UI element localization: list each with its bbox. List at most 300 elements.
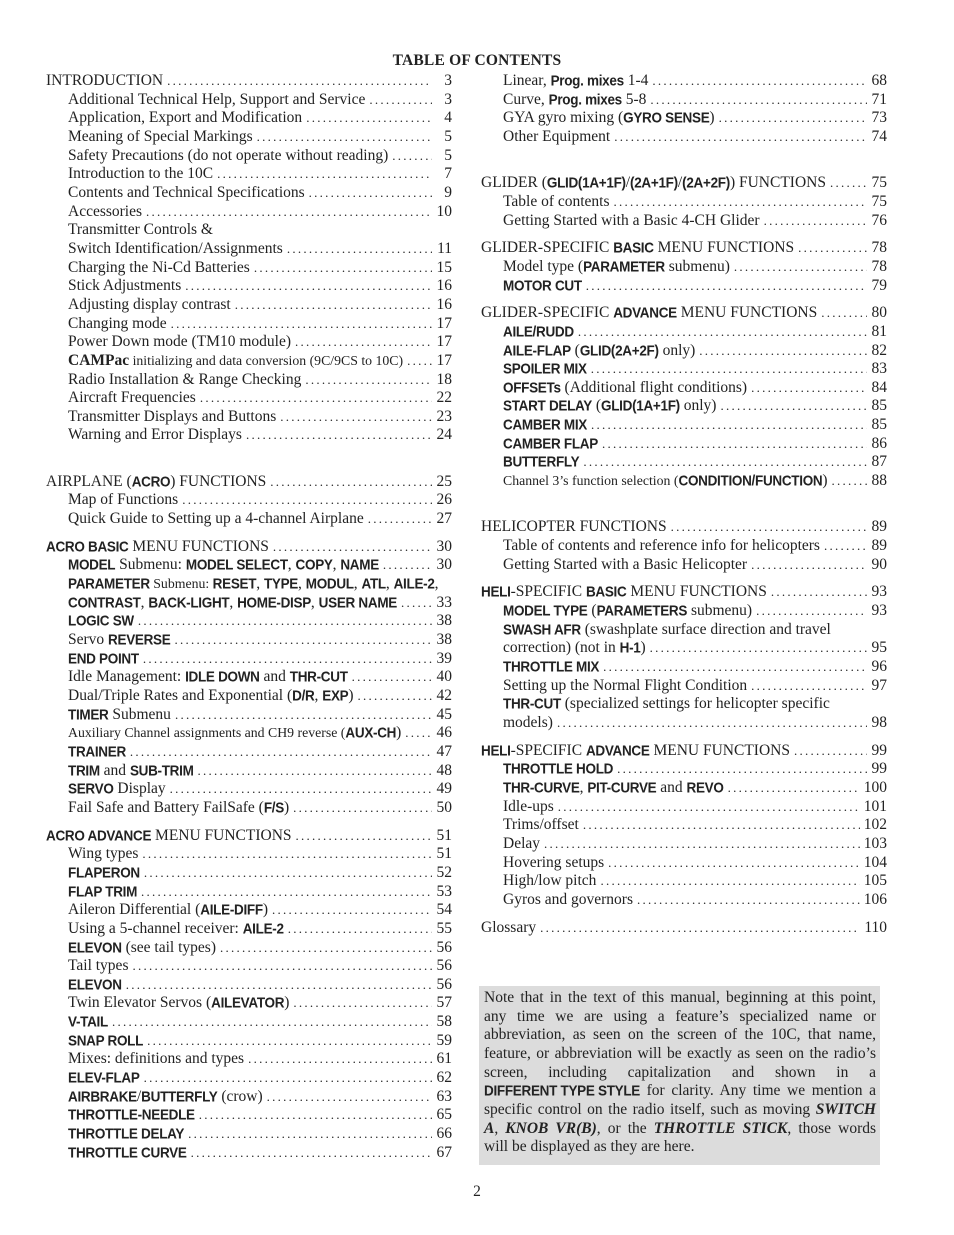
keyword: ATL: [361, 575, 386, 592]
toc-entry-title: [503, 397, 716, 416]
toc-entry-title: [68, 1088, 263, 1107]
toc-entry[interactable]: [481, 109, 887, 128]
toc-entry-title: [68, 799, 289, 818]
dot-leader: [287, 240, 432, 259]
toc-page-number: 16: [436, 277, 452, 295]
toc-entry[interactable]: [46, 165, 452, 184]
keyword: START DELAY: [503, 397, 592, 415]
toc-page-number: 80: [871, 304, 887, 322]
toc-entry-title: [68, 221, 213, 240]
dot-leader: [293, 994, 432, 1013]
toc-entry-title: [503, 854, 604, 873]
text: Curve,: [503, 90, 549, 108]
toc-entry[interactable]: [481, 258, 887, 277]
dot-leader: [756, 602, 867, 621]
toc-entry[interactable]: [481, 128, 887, 147]
bold-text: CAMPac: [68, 351, 130, 369]
toc-entry-title: [503, 835, 540, 854]
text: Warning and Error Displays: [68, 426, 242, 444]
toc-section-heading[interactable]: [481, 174, 887, 193]
text: GYA gyro mixing (: [503, 109, 624, 127]
text: GLIDER (: [481, 174, 547, 192]
toc-section-heading[interactable]: [46, 473, 452, 492]
text: Safety Precautions (do not operate without reading): [68, 146, 389, 164]
toc-entry[interactable]: [481, 537, 887, 556]
toc-entry-title: [68, 203, 142, 222]
toc-entry[interactable]: [46, 799, 452, 818]
toc-entry[interactable]: [46, 1050, 452, 1069]
toc-entry[interactable]: [481, 556, 887, 575]
section-gap: [481, 574, 887, 583]
control-name: THROTTLE STICK: [653, 1119, 788, 1137]
toc-entry[interactable]: [46, 706, 452, 725]
dot-leader: [583, 453, 867, 472]
toc-entry[interactable]: [46, 352, 452, 371]
text: HELICOPTER FUNCTIONS: [481, 518, 667, 536]
toc-entry-title: [68, 408, 276, 427]
toc-entry[interactable]: [46, 994, 452, 1013]
toc-section-heading[interactable]: [481, 742, 887, 761]
keyword: IDLE DOWN: [185, 668, 260, 685]
toc-entry-title: [68, 631, 170, 650]
toc-entry-title: [68, 296, 231, 315]
text: ,: [256, 575, 264, 593]
toc-entry-title: [68, 556, 379, 575]
dot-leader: [188, 1125, 432, 1144]
toc-entry[interactable]: [481, 472, 887, 491]
text: /: [625, 174, 631, 192]
toc-entry[interactable]: [481, 854, 887, 873]
toc-page-number: 38: [436, 612, 452, 630]
toc-entry[interactable]: [46, 668, 452, 687]
dot-leader: [383, 556, 432, 575]
dot-leader: [824, 537, 867, 556]
toc-entry[interactable]: [481, 677, 887, 696]
toc-entry[interactable]: [46, 315, 452, 334]
toc-page-number: 68: [871, 72, 887, 89]
toc-entry-title: [68, 426, 242, 445]
dot-leader: [794, 742, 867, 761]
toc-entry[interactable]: [481, 323, 887, 342]
toc-entry-title: [68, 668, 348, 687]
text: Servo: [68, 631, 109, 649]
dot-leader: [368, 510, 432, 529]
dot-leader: [126, 976, 432, 995]
text: MENU FUNCTIONS: [151, 826, 292, 844]
toc-entry[interactable]: [46, 510, 452, 529]
toc-entry[interactable]: [46, 920, 452, 939]
toc-page-number: 83: [871, 360, 887, 378]
toc-entry[interactable]: [481, 760, 887, 779]
toc-entry[interactable]: [481, 816, 887, 835]
toc-page-number: 30: [436, 537, 452, 555]
toc-entry-title: [46, 473, 266, 492]
toc-page-number: 78: [871, 257, 887, 275]
page-number: 2: [473, 1183, 481, 1200]
dot-leader: [699, 342, 867, 361]
text: Twin Elevator Servos (: [68, 994, 212, 1012]
text: -SPECIFIC: [510, 583, 586, 601]
toc-entry[interactable]: [46, 184, 452, 203]
text: ): [283, 798, 290, 816]
toc-page-number: 17: [436, 333, 452, 351]
toc-entry[interactable]: [46, 296, 452, 315]
dot-leader: [720, 397, 867, 416]
toc-entry[interactable]: [46, 147, 452, 166]
toc-page-number: 105: [863, 872, 887, 890]
toc-entry[interactable]: [481, 193, 887, 212]
toc-entry-title: [68, 594, 397, 613]
text: ,: [314, 686, 323, 704]
toc-entry-title: [68, 91, 365, 110]
toc-entry-title: [68, 1125, 184, 1144]
dot-leader: [614, 193, 867, 212]
keyword: ELEVON: [68, 976, 122, 993]
toc-entry[interactable]: [46, 240, 452, 259]
toc-entry[interactable]: [46, 1125, 452, 1144]
toc-entry[interactable]: [481, 91, 887, 110]
keyword: ACRO ADVANCE: [46, 826, 152, 844]
toc-page-number: 88: [871, 472, 887, 490]
toc-entry-title: [68, 743, 126, 762]
toc-entry[interactable]: [481, 639, 887, 658]
text: ,: [310, 593, 319, 611]
toc-page-number: 57: [436, 994, 452, 1012]
text: (see tail types): [121, 938, 216, 956]
toc-entry[interactable]: [481, 602, 887, 621]
dot-leader: [352, 668, 432, 687]
toc-entry[interactable]: [46, 631, 452, 650]
toc-page-number: 71: [871, 90, 887, 108]
toc-page-number: 96: [871, 658, 887, 675]
toc-entry[interactable]: [481, 798, 887, 817]
toc-entry[interactable]: [481, 695, 887, 714]
toc-entry[interactable]: [46, 203, 452, 222]
toc-entry[interactable]: [46, 128, 452, 147]
keyword: BUTTERFLY: [503, 453, 580, 470]
dot-leader: [751, 379, 867, 398]
toc-entry-title: [503, 779, 724, 798]
toc-entry-title: [503, 639, 646, 658]
toc-entry[interactable]: [46, 109, 452, 128]
toc-page-number: 76: [871, 211, 887, 229]
text: (crow): [217, 1087, 263, 1105]
dot-leader: [138, 612, 432, 631]
toc-entry[interactable]: [46, 1144, 452, 1163]
toc-section-heading[interactable]: [481, 919, 887, 938]
toc-entry[interactable]: [481, 835, 887, 854]
section-gap: [481, 910, 887, 919]
toc-entry-title: [68, 994, 289, 1013]
dot-leader: [751, 556, 867, 575]
text: High/low pitch: [503, 872, 597, 890]
toc-page-number: 17: [436, 314, 452, 332]
toc-entry[interactable]: [46, 687, 452, 706]
toc-entry[interactable]: [46, 408, 452, 427]
toc-section-heading[interactable]: [46, 538, 452, 557]
text: (: [591, 397, 602, 415]
toc-entry-title: [68, 1069, 140, 1088]
toc-entry[interactable]: [46, 864, 452, 883]
toc-page-number: 45: [436, 705, 452, 723]
toc-entry[interactable]: [46, 939, 452, 958]
keyword: USER NAME: [318, 594, 397, 611]
toc-page-number: 62: [436, 1069, 452, 1087]
toc-section-heading[interactable]: [481, 239, 887, 258]
toc-entry[interactable]: [46, 724, 452, 743]
toc-entry[interactable]: [46, 389, 452, 408]
toc-entry-title: [68, 491, 178, 510]
text: ): [709, 109, 715, 127]
toc-entry[interactable]: [46, 221, 452, 240]
dot-leader: [272, 901, 432, 920]
text: submenu): [664, 257, 730, 275]
dot-leader: [167, 72, 432, 91]
toc-entry-title: [68, 184, 305, 203]
keyword: MODEL: [68, 556, 116, 573]
section-gap: [481, 295, 887, 304]
toc-entry-title: [503, 91, 646, 110]
text: Model type (: [503, 257, 584, 275]
toc-entry[interactable]: [46, 426, 452, 445]
dot-leader: [144, 1069, 432, 1088]
toc-page-number: 78: [871, 239, 887, 257]
toc-section-heading[interactable]: [46, 827, 452, 846]
dot-leader: [771, 583, 867, 602]
toc-entry[interactable]: [46, 277, 452, 296]
toc-section-heading[interactable]: [46, 72, 452, 91]
toc-page-number: 9: [444, 183, 452, 201]
keyword: AILE-2: [393, 575, 435, 592]
keyword: ADVANCE: [613, 304, 677, 321]
toc-entry[interactable]: [46, 491, 452, 510]
toc-page-number: 39: [436, 649, 452, 667]
dot-leader: [175, 706, 432, 725]
toc-entry[interactable]: [46, 976, 452, 995]
toc-page-number: 5: [444, 146, 452, 164]
toc-entry[interactable]: [46, 259, 452, 278]
toc-entry[interactable]: [46, 780, 452, 799]
dot-leader: [650, 639, 867, 658]
text: Introduction to the 10C: [68, 165, 214, 183]
dot-leader: [257, 128, 432, 147]
dot-leader: [557, 714, 867, 733]
toc-entry-title: [503, 472, 828, 491]
toc-page-number: 38: [436, 631, 452, 649]
dot-leader: [185, 277, 432, 296]
toc-entry[interactable]: [481, 360, 887, 379]
dot-leader: [147, 1032, 432, 1051]
toc-page-number: 89: [871, 537, 887, 555]
dot-leader: [174, 631, 432, 650]
keyword: THROTTLE DELAY: [68, 1125, 185, 1142]
toc-entry[interactable]: [46, 333, 452, 352]
text: ): [396, 724, 402, 742]
toc-entry[interactable]: [481, 891, 887, 910]
toc-entry[interactable]: [46, 575, 452, 594]
toc-page-number: 61: [436, 1050, 452, 1068]
toc-entry[interactable]: [46, 612, 452, 631]
toc-section-heading[interactable]: [481, 583, 887, 602]
toc-entry-title: [503, 677, 747, 696]
toc-entry[interactable]: [46, 556, 452, 575]
toc-page-number: 50: [436, 798, 452, 816]
keyword: TIMER: [68, 705, 109, 723]
dot-leader: [614, 128, 867, 147]
keyword: Prog. mixes: [548, 90, 622, 108]
toc-entry[interactable]: [46, 845, 452, 864]
toc-page-number: 26: [436, 491, 452, 509]
toc-page-number: 27: [436, 510, 452, 528]
section-gap: [46, 818, 452, 827]
keyword: SUB-TRIM: [129, 761, 194, 779]
text: correction) (not in: [503, 639, 620, 657]
keyword: TRAINER: [68, 743, 126, 760]
dot-leader: [591, 416, 867, 435]
text: Dual/Triple Rates and Exponential (: [68, 686, 293, 704]
toc-entry-title: [503, 891, 633, 910]
toc-entry[interactable]: [481, 453, 887, 472]
keyword: (2A+1F): [630, 174, 678, 191]
toc-entry[interactable]: [481, 277, 887, 296]
toc-page-number: 59: [436, 1031, 452, 1049]
dot-leader: [751, 677, 867, 696]
toc-page-number: 95: [871, 639, 887, 657]
toc-entry-title: [68, 109, 302, 128]
text: ): [640, 639, 646, 657]
text: Map of Functions: [68, 491, 179, 509]
keyword: HOME-DISP: [237, 594, 311, 611]
keyword: ACRO: [131, 473, 171, 490]
toc-entry[interactable]: [46, 901, 452, 920]
toc-entry-title: [68, 1013, 108, 1032]
text: ,: [229, 593, 238, 611]
text: (: [587, 602, 597, 620]
toc-entry[interactable]: [481, 658, 887, 677]
toc-entry[interactable]: [46, 1032, 452, 1051]
toc-entry-title: [481, 742, 790, 761]
toc-entry[interactable]: [481, 416, 887, 435]
keyword: DIFFERENT TYPE STYLE: [484, 1082, 641, 1099]
toc-entry[interactable]: [46, 650, 452, 669]
toc-entry[interactable]: [46, 1069, 452, 1088]
toc-entry[interactable]: [481, 379, 887, 398]
keyword: (2A+2F): [682, 174, 730, 191]
toc-entry-title: [68, 1106, 195, 1125]
toc-entry-title: [68, 780, 166, 799]
toc-entry[interactable]: [481, 212, 887, 231]
toc-section-heading[interactable]: [481, 304, 887, 323]
toc-entry-title: [503, 128, 610, 147]
toc-entry[interactable]: [46, 594, 452, 613]
text: MENU FUNCTIONS: [649, 741, 790, 759]
toc-entry[interactable]: [46, 1106, 452, 1125]
toc-entry[interactable]: [481, 72, 887, 91]
dot-leader: [220, 939, 432, 958]
toc-entry[interactable]: [481, 872, 887, 891]
dot-leader: [798, 239, 867, 258]
toc-entry-title: [503, 379, 747, 398]
toc-page-number: 16: [436, 295, 452, 313]
toc-entry[interactable]: [481, 621, 887, 640]
toc-entry[interactable]: [481, 714, 887, 733]
toc-entry[interactable]: [481, 397, 887, 416]
toc-entry[interactable]: [481, 435, 887, 454]
dot-leader: [540, 919, 860, 938]
toc-entry[interactable]: [46, 743, 452, 762]
dot-leader: [830, 174, 867, 193]
toc-entry-title: [503, 277, 582, 296]
toc-page-number: 25: [436, 472, 452, 490]
toc-page-number: 51: [436, 826, 452, 844]
toc-entry-title: [481, 174, 826, 193]
text: Contents and Technical Specifications: [68, 183, 305, 201]
toc-section-heading[interactable]: [481, 518, 887, 537]
text: ): [348, 686, 354, 704]
section-gap: [481, 147, 887, 166]
toc-entry[interactable]: [481, 779, 887, 798]
keyword: RESET: [212, 575, 257, 592]
text: MENU FUNCTIONS: [626, 583, 767, 601]
toc-page-number: 66: [436, 1125, 452, 1143]
toc-entry-title: [68, 510, 364, 529]
text: Delay: [503, 834, 541, 852]
keyword: THROTTLE HOLD: [503, 760, 614, 777]
section-gap: [481, 230, 887, 239]
toc-entry[interactable]: [46, 1088, 452, 1107]
keyword: PIT-CURVE: [587, 779, 657, 796]
toc-entry-title: [503, 602, 752, 621]
page-title: TABLE OF CONTENTS: [392, 52, 562, 69]
toc-entry-title: [68, 240, 283, 259]
toc-entry[interactable]: [46, 91, 452, 110]
text: ,: [298, 575, 306, 593]
text: and: [99, 761, 130, 779]
toc-entry[interactable]: [46, 883, 452, 902]
toc-entry-title: [503, 193, 610, 212]
toc-page-number: 74: [871, 127, 887, 145]
dot-leader: [143, 650, 432, 669]
toc-entry[interactable]: [46, 762, 452, 781]
keyword: FLAP TRIM: [68, 882, 138, 900]
toc-entry[interactable]: [481, 342, 887, 361]
dot-leader: [171, 315, 432, 334]
toc-entry[interactable]: [46, 957, 452, 976]
text: ,: [353, 575, 362, 593]
text: Table of contents and reference info for helicopters: [503, 537, 820, 555]
toc-page-number: 23: [436, 407, 452, 425]
keyword: MOTOR CUT: [503, 276, 582, 294]
dot-leader: [182, 491, 432, 510]
text: ,: [579, 778, 588, 796]
toc-entry-title: [503, 416, 587, 435]
toc-entry[interactable]: [46, 371, 452, 390]
dot-leader: [401, 594, 432, 613]
toc-page-number: 98: [871, 713, 887, 731]
toc-page-number: 30: [436, 556, 452, 574]
toc-entry-title: [68, 762, 194, 781]
text: Quick Guide to Setting up a 4-channel Airplane: [68, 510, 364, 528]
toc-entry-title: [68, 612, 134, 631]
toc-entry-title: [68, 976, 122, 995]
toc-page-number: 93: [871, 583, 887, 601]
keyword: HELI: [481, 741, 511, 759]
keyword: TYPE: [263, 575, 298, 592]
keyword: ELEV-FLAP: [68, 1069, 140, 1086]
dot-leader: [764, 212, 867, 231]
toc-page-number: 5: [444, 127, 452, 145]
toc-entry[interactable]: [46, 1013, 452, 1032]
